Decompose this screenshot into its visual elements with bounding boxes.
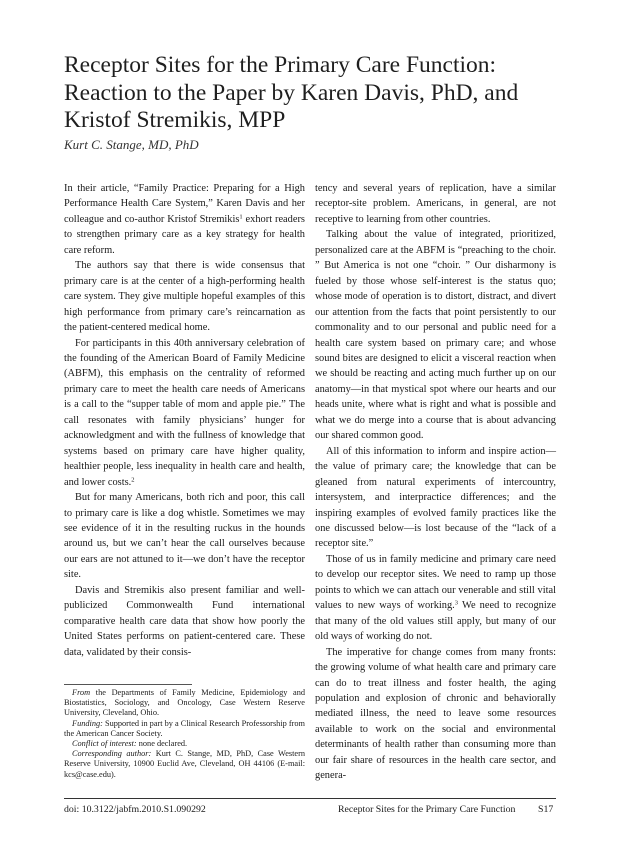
paragraph: In their article, “Family Practice: Preparing for a High Performance Health Care System,” Karen Davis and her colleague and co-author Kristof Stremikis$^1$ exhort readers to strengthen primary care as a key strategy for health care reform. bbox=[64, 183, 305, 256]
paragraph: Talking about the value of integrated, prioritized, personalized care at the ABFM is “preaching to the choir. ” But America is not one “choir. ” Our disharmony is fueled by those whose self-interest is the status quo; whose mode of operation is to distort, distract, and divert our attention from the facts that point persistently to our commonality and to our personal and public need for a health care system based on primary care; and whose sound bites are designed to elicit a visceral reaction when we should be reacting and acting much further up on our anatomy—in that mystical spot where our hearts and our heads unite, where what is right and what is possible and what we do merge into a course that is about advancing our shared common good. bbox=[315, 229, 556, 442]
paragraph: The imperative for change comes from many fronts: the growing volume of what health care and primary care can do to treat illness and foster health, the aging population and explosion of chronic and behaviorally mediated illness, the need to leave some resources available to work on the social and environmental determinants of health rather than consuming more than our fair share of resources in the health care sector, and genera- bbox=[315, 646, 556, 782]
corresponding-author-note: Corresponding author: Kurt C. Stange, MD, PhD, Case Western Reserve University, 10900 Euclid Ave, Cleveland, OH 44106 (E-mail: kcs@case.edu). bbox=[64, 749, 305, 779]
footnote-divider bbox=[64, 684, 192, 685]
paragraph: The authors say that there is wide consensus that primary care is at the center of a high-performing health care system. They give multiple hopeful examples of this high performance from primary care’s reincarnation as the patient-centered medical home. bbox=[64, 260, 305, 334]
reference-marker: 1 bbox=[239, 213, 243, 221]
right-column bbox=[315, 181, 556, 784]
paragraph: Davis and Stremikis also present familiar and well-publicized Commonwealth Fund international comparative health care data that show how poorly the United States performs on patient-centered care. These data, validated by their consis- bbox=[64, 584, 305, 658]
conflict-note: Conflict of interest: none declared. bbox=[72, 739, 188, 749]
running-title: Receptor Sites for the Primary Care Function bbox=[338, 804, 516, 815]
paragraph: All of this information to inform and inspire action—the value of primary care; the knowledge that can be gleaned from natural experiments of intercountry, intersystem, and interpractice differences; and the inspiring examples of evolved family practices like the one discussed below—is lost because of the “lack of a receptor site.” bbox=[315, 445, 556, 550]
footer-divider bbox=[64, 798, 556, 799]
reference-marker: 3 bbox=[454, 599, 459, 607]
affiliation-note: From the Departments of Family Medicine, Epidemiology and Biostatistics, Sociology, and Oncology, Case Western Reserve University, Cleveland, Ohio. bbox=[64, 688, 305, 718]
article-title: Receptor Sites for the Primary Care Function: Reaction to the Paper by Karen Davis, PhD, and Kristof Stremikis, MPP bbox=[64, 52, 519, 133]
doi: doi: 10.3122/jabfm.2010.S1.090292 bbox=[64, 804, 206, 815]
paragraph: But for many Americans, both rich and poor, this call to primary care is like a dog whistle. Sometimes we may see evidence of it in the resulting ruckus in the hounds around us, but we can’t hear the call ourselves because our ears are not attuned to it—we don’t have the receptor site. bbox=[64, 492, 305, 581]
left-column bbox=[64, 181, 305, 660]
author-byline: Kurt C. Stange, MD, PhD bbox=[64, 137, 199, 152]
paragraph: Those of us in family medicine and primary care need to develop our receptor sites. We need to ramp up those points to which we can attach our venerable and still vital values to new ways of working.$^3$ We need to recognize that many of the old values still apply, but many of our old ways of working do not. bbox=[315, 553, 556, 643]
reference-marker: 2 bbox=[131, 476, 135, 484]
page-number: S17 bbox=[538, 804, 554, 815]
paragraph: For participants in this 40th anniversary celebration of the founding of the American Board of Family Medicine (ABFM), this emphasis on the centrality of reformed primary care to meet the health care needs of Americans is a call to the “supper table of mom and apple pie.” The call resonates with family physicians’ hunger for acknowledgment and with the fullness of knowledge that systems based on primary care have higher quality, healthier people, less inequality in health care and health, and lower costs.$^2$ bbox=[64, 337, 305, 488]
paragraph: tency and several years of replication, have a similar receptor-site problem. Americans, in general, are not receptive to learning from other countries. bbox=[315, 183, 556, 225]
footnotes bbox=[64, 688, 305, 780]
funding-note: Funding: Supported in part by a Clinical Research Professorship from the American Cancer Society. bbox=[64, 718, 305, 738]
